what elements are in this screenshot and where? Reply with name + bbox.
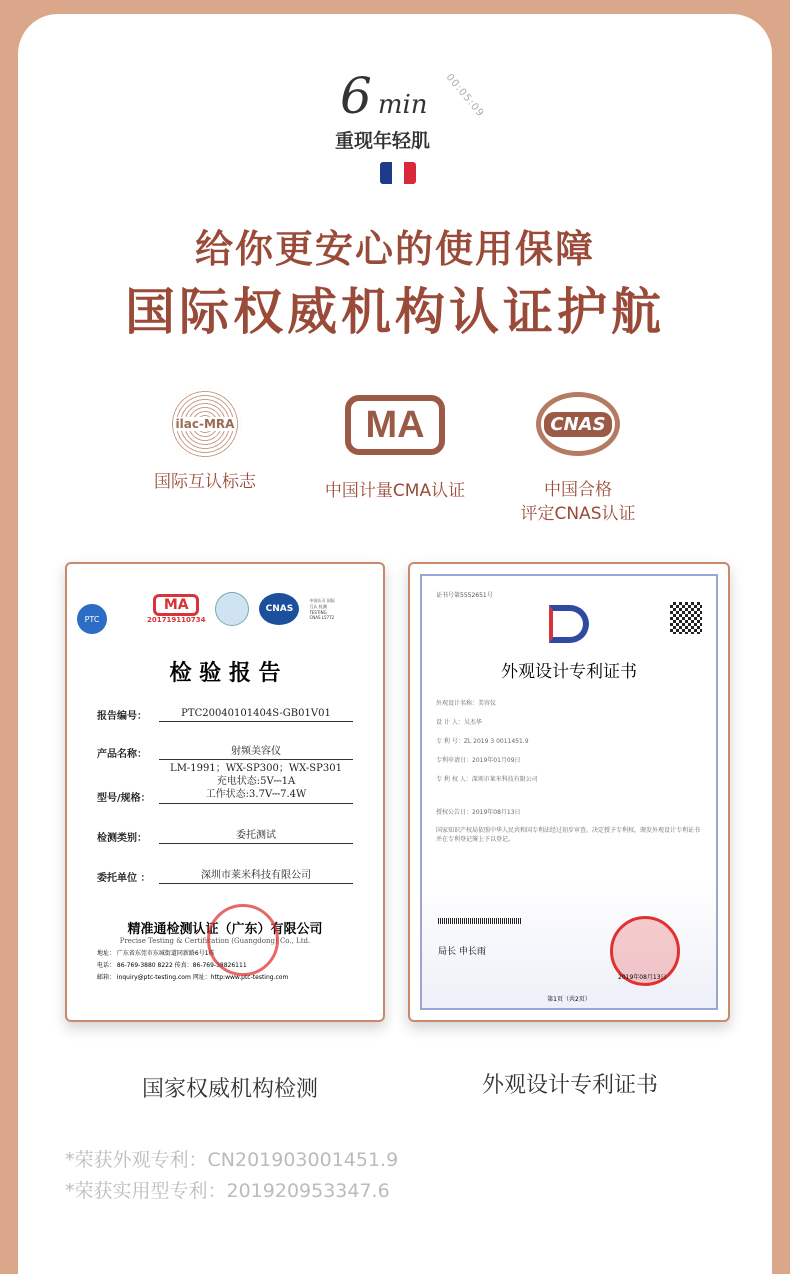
company-cn: 精准通检测认证（广东）有限公司 — [127, 922, 323, 937]
cert-number: 证书号第5552651号 — [436, 592, 493, 599]
barcode-icon — [438, 918, 522, 924]
logo-digit: 6 — [340, 67, 372, 125]
badge-label: 中国合格 — [544, 480, 612, 500]
utility-patent-note: *荣获实用型专利：201920953347.6 — [65, 1180, 390, 1202]
report-title: 检 验 报 告 — [169, 661, 281, 686]
signature: 局长 申长雨 — [438, 947, 486, 957]
qr-code-icon — [670, 602, 702, 634]
headline-2: 国际权威机构认证护航 — [125, 283, 665, 341]
badge-label: 中国计量CMA认证 — [324, 481, 466, 501]
page-number: 第1页（共2页） — [547, 996, 591, 1003]
badge-ilac — [105, 388, 305, 494]
report-row: 委托单位 ： 深圳市莱米科技有限公司 — [97, 866, 353, 884]
cnas-logo-icon: CNAS — [259, 593, 299, 625]
cma-logo-icon: MA — [345, 395, 445, 455]
logo-unit: min — [377, 90, 428, 120]
badge-label: 国际互认标志 — [154, 472, 256, 492]
cnas-note: 中国认可 国际互认 检测 TESTING CNAS L5772 — [309, 598, 335, 620]
patent-field: 专 利 号：ZL 2019 3 0011451.9 — [436, 738, 529, 745]
badge-cnas — [478, 392, 678, 526]
ilac-logo-icon: ilac-MRA — [169, 388, 241, 460]
phone: 电话： 86-769-3880 8222 传真：86-769-38826111 — [97, 962, 247, 969]
report-row: 型号/规格： LM-1991；WX-SP300；WX-SP301 充电状态:5V⎓1A 工作状态:3.7V⎓7.4W — [97, 762, 353, 804]
email: 邮箱： inquiry@ptc-testing.com 网址：http:www.ptc-testing.com — [97, 974, 289, 981]
french-flag-icon — [380, 162, 416, 184]
ilac-logo-icon — [215, 592, 249, 626]
patent-field: 设 计 人：吴杰华 — [436, 719, 482, 726]
cma-logo-icon: MA — [153, 594, 199, 616]
report-row: 产品名称： 射频美容仪 — [97, 742, 353, 760]
patent-caption: 外观设计专利证书 — [481, 1073, 658, 1098]
report-row: 报告编号： PTC20040101404S-GB01V01 — [97, 707, 353, 722]
timer-text: 00:05:09 — [443, 72, 487, 120]
slogan: 重现年轻肌 — [335, 130, 431, 152]
patent-note: *荣获外观专利：CN201903001451.9 — [65, 1149, 399, 1171]
headline-1: 给你更安心的使用保障 — [194, 227, 595, 271]
patent-field: 专 利 权 人：深圳市莱米科技有限公司 — [436, 776, 538, 783]
logo — [340, 67, 428, 125]
patent-office-logo-icon — [549, 605, 589, 643]
patent-field: 授权公告日：2019年08月13日 — [436, 809, 521, 816]
patent-body: 国家知识产权局依照中华人民共和国专利法经过初步审查，决定授予专利权，颁发外观设计专利证书并在专利登记簿上予以登记。 — [436, 827, 701, 843]
ptc-logo-icon: PTC — [77, 604, 107, 634]
patent-certificate-image — [408, 562, 730, 1022]
inspection-report-image — [65, 562, 385, 1022]
report-caption: 国家权威机构检测 — [141, 1077, 318, 1102]
report-row: 检测类别： 委托测试 — [97, 826, 353, 844]
address: 地址： 广东省东莞市东城街道同新路6号1栋 — [97, 950, 215, 957]
red-seal-icon — [207, 904, 279, 976]
cnas-logo-icon: CNAS — [536, 392, 620, 456]
patent-date: 2019年08月13日 — [618, 974, 667, 981]
company-en: Precise Testing & Certification (Guangdong) Co., Ltd. — [119, 937, 311, 945]
patent-title: 外观设计专利证书 — [501, 662, 637, 682]
patent-field: 专利申请日：2019年01月09日 — [436, 757, 521, 764]
cma-number: 201719110734 — [147, 616, 206, 624]
patent-field: 外观设计名称：美容仪 — [436, 700, 497, 707]
badge-label: 评定CNAS认证 — [520, 504, 636, 524]
badge-cma — [295, 395, 495, 503]
